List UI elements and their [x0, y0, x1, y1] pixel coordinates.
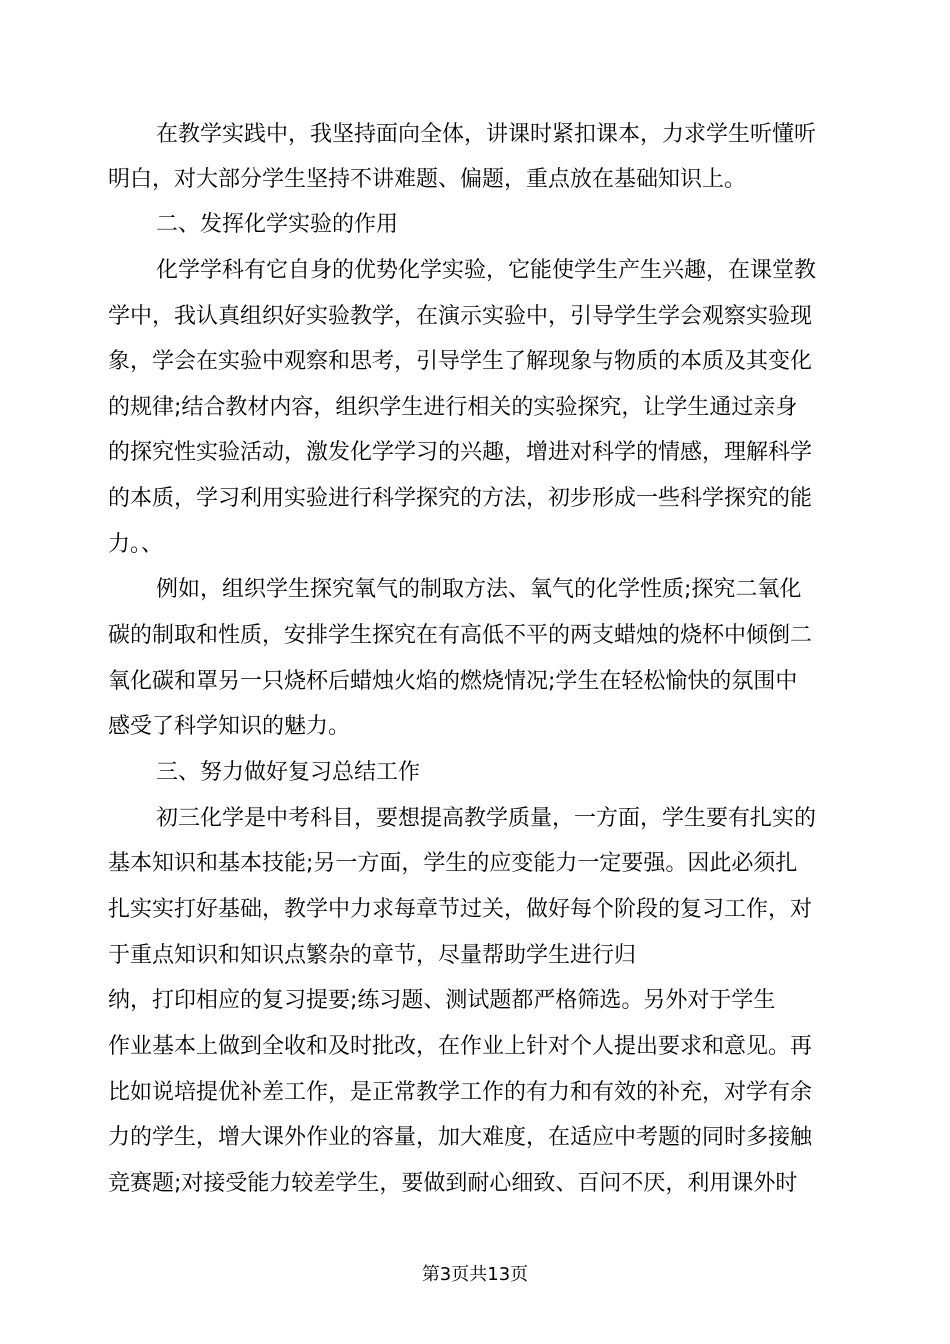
text-line: 学中，我认真组织好实验教学，在演示实验中，引导学生学会观察实验现 — [108, 304, 813, 329]
section-heading: 三、努力做好复习总结工作 — [156, 760, 421, 785]
text-line: 比如说培提优补差工作，是正常教学工作的有力和有效的补充，对学有余 — [108, 1080, 813, 1105]
text-line: 例如，组织学生探究氧气的制取方法、氧气的化学性质;探究二氧化 — [156, 577, 802, 602]
text-line: 碳的制取和性质，安排学生探究在有高低不平的两支蜡烛的烧杯中倾倒二 — [108, 623, 813, 648]
page-number: 第3页共13页 — [421, 1264, 529, 1285]
text-line: 的本质，学习利用实验进行科学探究的方法，初步形成一些科学探究的能 — [108, 486, 813, 511]
text-line: 的规律;结合教材内容，组织学生进行相关的实验探究，让学生通过亲身 — [108, 395, 798, 420]
text-line: 初三化学是中考科目，要想提高教学质量，一方面，学生要有扎实的 — [156, 806, 817, 831]
text-line: 氧化碳和罩另一只烧杯后蜡烛火焰的燃烧情况;学生在轻松愉快的氛围中 — [108, 669, 798, 694]
text-line: 力。、 — [108, 532, 164, 557]
text-line: 感受了科学知识的魅力。 — [108, 714, 351, 739]
text-line: 化学学科有它自身的优势化学实验，它能使学生产生兴趣，在课堂教 — [156, 258, 817, 283]
text-line: 象，学会在实验中观察和思考，引导学生了解现象与物质的本质及其变化 — [108, 349, 813, 374]
text-line: 作业基本上做到全收和及时批改，在作业上针对个人提出要求和意见。再 — [108, 1034, 813, 1059]
text-line: 竞赛题;对接受能力较差学生，要做到耐心细致、百问不厌，利用课外时 — [108, 1171, 798, 1196]
text-line: 的探究性实验活动，激发化学学习的兴趣，增进对科学的情感，理解科学 — [108, 440, 813, 465]
section-heading: 二、发挥化学实验的作用 — [156, 212, 399, 237]
text-line: 扎实实打好基础，教学中力求每章节过关，做好每个阶段的复习工作，对 — [108, 897, 813, 922]
text-line: 力的学生，增大课外作业的容量，加大难度，在适应中考题的同时多接触 — [108, 1125, 813, 1150]
text-line: 纳，打印相应的复习提要;练习题、测试题都严格筛选。另外对于学生 — [108, 988, 776, 1013]
text-line: 于重点知识和知识点繁杂的章节，尽量帮助学生进行归 — [108, 943, 637, 968]
text-line: 基本知识和基本技能;另一方面，学生的应变能力一定要强。因此必须扎 — [108, 851, 798, 876]
text-line: 在教学实践中，我坚持面向全体，讲课时紧扣课本，力求学生听懂听 — [156, 122, 817, 147]
text-line: 明白，对大部分学生坚持不讲难题、偏题，重点放在基础知识上。 — [108, 167, 747, 192]
